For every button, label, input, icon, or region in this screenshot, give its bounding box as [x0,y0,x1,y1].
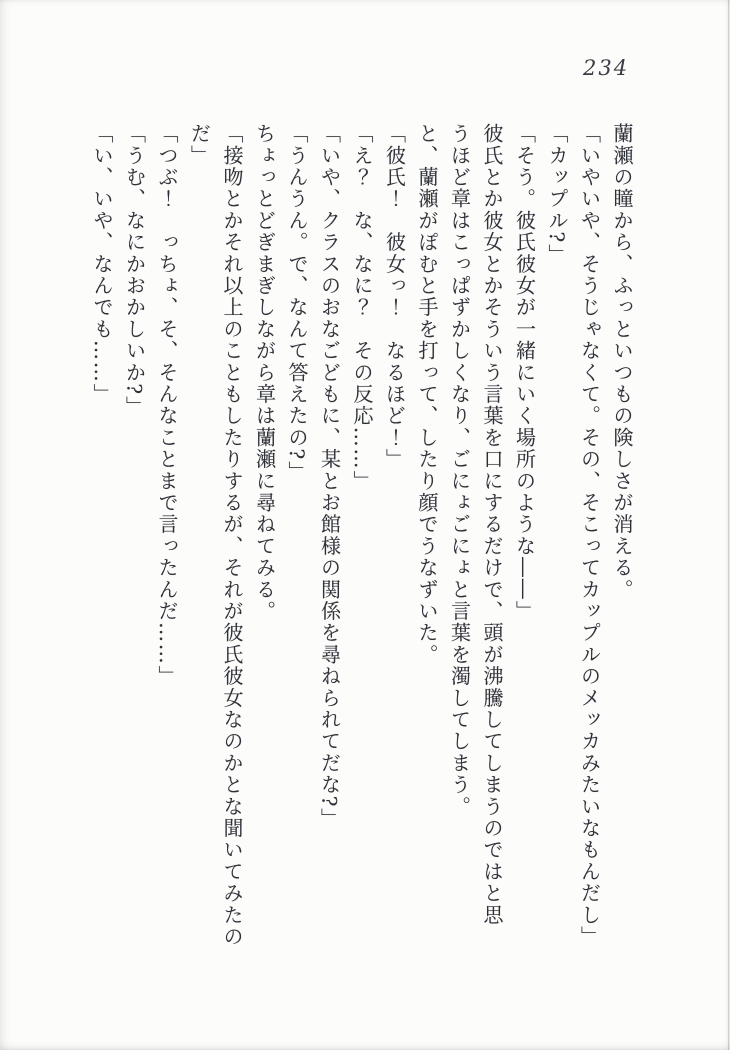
text-column: 「い、いや、なんでも……」 [90,123,114,406]
text-column: 「カップル?」 [545,123,569,266]
text-column: 「彼氏！ 彼女っ！ なるほど！」 [382,123,407,471]
text-column: 「うんうん。で、なんて答えたの?」 [285,123,309,483]
text-column: 「いや、クラスのおなごどもに、某とお館様の関係を尋ねられてだな?」 [317,123,342,830]
text-column: だ」 [187,123,212,167]
text-column: 「うむ、なにかおかしいか?」 [122,123,147,418]
text-column: 「え？ な、なに？ その反応……」 [350,123,374,492]
text-column: 「いやいや、そうじゃなくて。その、そこってカップルのメッカみたいなもんだし」 [577,123,602,948]
text-column: 「そう。彼氏彼女が一緒にいく場所のような――」 [512,123,537,623]
page-number: 234 [583,56,630,80]
vertical-text-block [85,123,638,955]
text-column: 「接吻とかそれ以上のこともしたりするが、それが彼氏彼女なのかとな聞いてみたの [220,123,244,948]
text-column: ちょっとどぎまぎしながら章は蘭瀬に尋ねてみる。 [252,123,277,623]
text-column: うほど章はこっぱずかしくなり、ごにょごにょと言葉を濁してしまう。 [447,123,472,818]
text-column: 蘭瀬の瞳から、ふっといつもの険しさが消える。 [610,123,634,601]
text-column: 彼氏とか彼女とかそういう言葉を口にするだけで、頭が沸騰してしまうのではと思 [480,123,504,926]
text-column: と、蘭瀬がぽむと手を打って、したり顔でうなずいた。 [415,123,439,666]
text-column: 「つぶ！ っちょ、そ、そんなことまで言ったんだ……」 [155,123,179,688]
